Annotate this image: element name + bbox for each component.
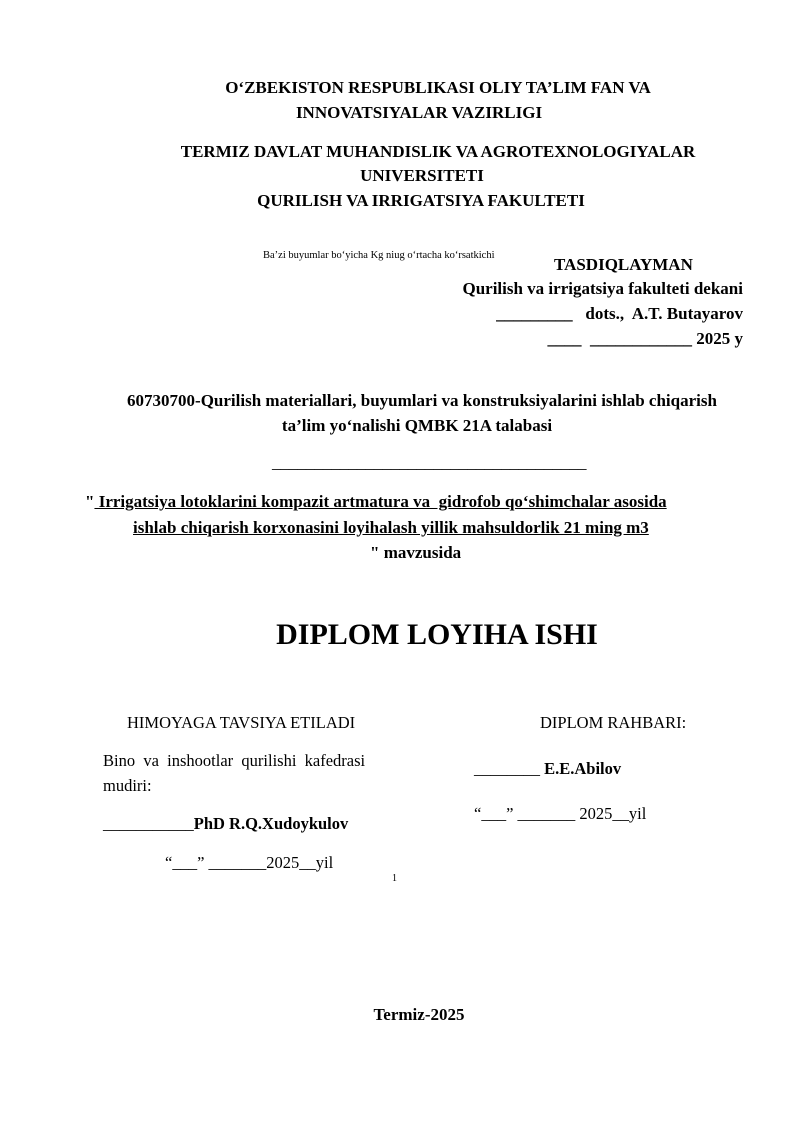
approval-title: TASDIQLAYMAN: [554, 255, 693, 274]
faculty-name: QURILISH VA IRRIGATSIYA FAKULTETI: [257, 191, 585, 210]
approval-signature: _________ dots., A.T. Butayarov: [496, 304, 743, 323]
small-note: Ba’zi buyumlar bo‘yicha Kg niug o‘rtacha ko‘rsatkichi: [263, 250, 495, 261]
main-title: DIPLOM LOYIHA ISHI: [276, 618, 598, 651]
recommend-heading: HIMOYAGA TAVSIYA ETILADI: [127, 713, 356, 732]
topic-quote-open: ": [85, 492, 95, 511]
topic-line1-text: Irrigatsiya lotoklarini kompazit artmatura va gidrofob qo‘shimchalar asosida: [94, 492, 667, 511]
supervisor-name: E.E.Abilov: [544, 759, 622, 778]
student-direction-line1: 60730700-Qurilish materiallari, buyumlari va konstruksiyalarini ishlab chiqarish: [127, 391, 717, 410]
topic-line3: " mavzusida: [370, 543, 462, 562]
supervisor-date: “___” _______ 2025__yil: [474, 804, 647, 823]
department-head-date: “___” _______2025__yil: [165, 853, 334, 872]
footer-city-year: Termiz-2025: [373, 1005, 465, 1024]
student-name-blank: _____________________________________: [272, 453, 587, 472]
topic-line1: [85, 492, 667, 512]
student-direction-line2: ta’lim yo‘nalishi QMBK 21A talabasi: [281, 416, 553, 435]
department-head-signature: [103, 814, 348, 834]
university-line1: TERMIZ DAVLAT MUHANDISLIK VA AGROTEXNOLOGIYALAR: [180, 142, 696, 161]
signature-blank: ___________: [103, 814, 194, 833]
department-head-line1: Bino va inshootlar qurilishi kafedrasi: [103, 751, 366, 770]
supervisor-signature: [474, 759, 621, 779]
supervisor-heading: DIPLOM RAHBARI:: [540, 713, 687, 732]
page-number: 1: [392, 873, 397, 884]
ministry-line1: O‘ZBEKISTON RESPUBLIKASI OLIY TA’LIM FAN VA: [225, 78, 651, 97]
approval-date: ____ ____________ 2025 y: [547, 329, 743, 348]
approval-position: Qurilish va irrigatsiya fakulteti dekani: [462, 279, 743, 298]
university-line2: UNIVERSITETI: [360, 166, 484, 185]
ministry-line2: INNOVATSIYALAR VAZIRLIGI: [295, 103, 543, 122]
topic-line2: ishlab chiqarish korxonasini loyihalash yillik mahsuldorlik 21 ming m3: [133, 518, 649, 537]
department-head-line2: mudiri:: [103, 776, 152, 795]
signature-blank: ________: [474, 759, 545, 778]
department-head-name: PhD R.Q.Xudoykulov: [193, 814, 349, 833]
